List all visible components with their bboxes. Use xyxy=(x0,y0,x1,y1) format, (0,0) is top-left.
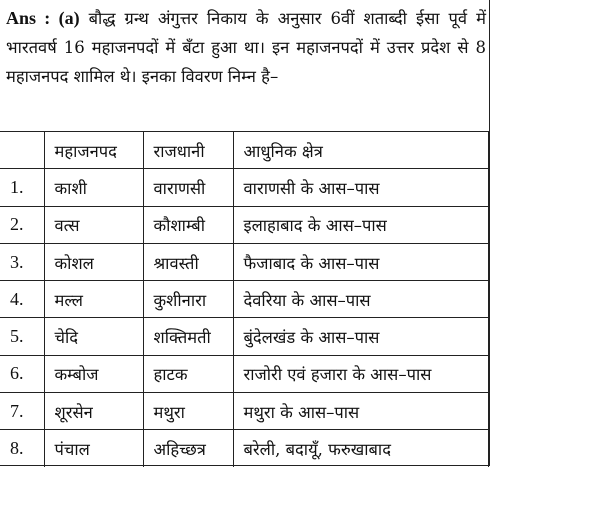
row-mahajanapada: कम्बोज xyxy=(44,355,143,392)
mahajanapada-table xyxy=(0,131,489,467)
row-number: 1. xyxy=(0,169,44,206)
row-mahajanapada: शूरसेन xyxy=(44,393,143,430)
row-region: बुंदेलखंड के आस–पास xyxy=(233,318,489,355)
table-row xyxy=(0,169,489,206)
row-capital: श्रावस्ती xyxy=(143,243,233,280)
row-region: देवरिया के आस–पास xyxy=(233,281,489,318)
row-mahajanapada: काशी xyxy=(44,169,143,206)
row-mahajanapada: मल्ल xyxy=(44,281,143,318)
row-capital: वाराणसी xyxy=(143,169,233,206)
table-header-row xyxy=(0,132,489,169)
row-region: वाराणसी के आस–पास xyxy=(233,169,489,206)
row-region: राजोरी एवं हजारा के आस–पास xyxy=(233,355,489,392)
header-capital: राजधानी xyxy=(143,132,233,169)
row-capital: कौशाम्बी xyxy=(143,206,233,243)
row-capital: मथुरा xyxy=(143,393,233,430)
row-mahajanapada: चेदि xyxy=(44,318,143,355)
row-region: फैजाबाद के आस–पास xyxy=(233,243,489,280)
row-mahajanapada: पंचाल xyxy=(44,430,143,467)
row-region: इलाहाबाद के आस–पास xyxy=(233,206,489,243)
table-row xyxy=(0,281,489,318)
row-number: 5. xyxy=(0,318,44,355)
row-number: 2. xyxy=(0,206,44,243)
row-region: बरेली, बदायूँ, फरुखाबाद xyxy=(233,430,489,467)
header-serial xyxy=(0,132,44,169)
row-mahajanapada: कोशल xyxy=(44,243,143,280)
table-row xyxy=(0,206,489,243)
row-region: मथुरा के आस–पास xyxy=(233,393,489,430)
header-modern-region: आधुनिक क्षेत्र xyxy=(233,132,489,169)
row-number: 3. xyxy=(0,243,44,280)
table-row xyxy=(0,430,489,467)
table-row xyxy=(0,393,489,430)
row-mahajanapada: वत्स xyxy=(44,206,143,243)
row-capital: कुशीनारा xyxy=(143,281,233,318)
answer-text: बौद्ध ग्रन्थ अंगुत्तर निकाय के अनुसार 6वीं शताब्दी ईसा पूर्व में भारतवर्ष 16 महाजनपदों में बँटा हुआ था। इन महाजनपदों में उत्तर प्रदेश से 8 महाजनपद शामिल थे। इनका विवरण निम्न है– xyxy=(6,9,486,86)
header-mahajanapada: महाजनपद xyxy=(44,132,143,169)
row-number: 6. xyxy=(0,355,44,392)
table-row xyxy=(0,355,489,392)
table-row xyxy=(0,318,489,355)
row-capital: अहिच्छत्र xyxy=(143,430,233,467)
row-capital: हाटक xyxy=(143,355,233,392)
table-row xyxy=(0,243,489,280)
row-number: 8. xyxy=(0,430,44,467)
row-number: 7. xyxy=(0,393,44,430)
answer-paragraph xyxy=(6,4,486,91)
answer-prefix: Ans : (a) xyxy=(6,8,80,28)
row-capital: शक्तिमती xyxy=(143,318,233,355)
row-number: 4. xyxy=(0,281,44,318)
